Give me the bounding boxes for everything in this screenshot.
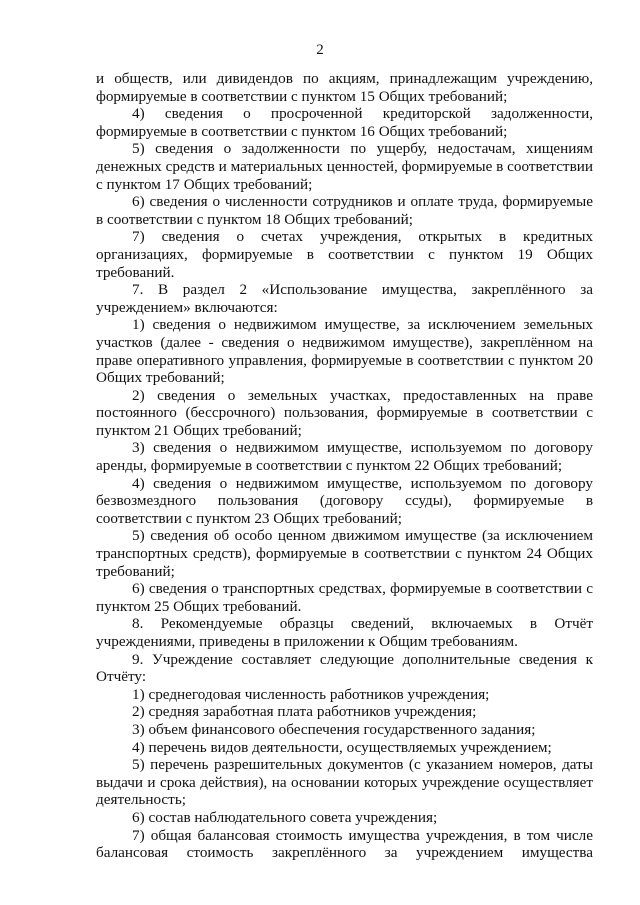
document-body: [96, 70, 593, 862]
paragraph-additional-item-2: 2) средняя заработная плата работников учреждения;: [132, 703, 477, 721]
paragraph-section-9: 9. Учреждение составляет следующие дополнительные сведения к Отчёту:: [96, 650, 593, 686]
paragraph-item-7-accounts: 7) сведения о счетах учреждения, открытых в кредитных организациях, формируемые в соответствии с пунктом 19 Общих требований.: [96, 228, 593, 281]
page-number: 2: [316, 42, 324, 58]
paragraph-property-item-1: 1) сведения о недвижимом имуществе, за исключением земельных участков (далее - сведения о недвижимом имуществе), закреплённом на праве оперативного управления, формируемые в соответствии с пунктом 20 Общих требований;: [96, 316, 593, 387]
paragraph-additional-item-5: 5) перечень разрешительных документов (с указанием номеров, даты выдачи и срока действия), на основании которых учреждение осуществляет деятельность;: [96, 756, 593, 809]
paragraph-additional-item-3: 3) объем финансового обеспечения государственного задания;: [132, 720, 536, 738]
paragraph-property-item-4: 4) сведения о недвижимом имуществе, используемом по договору безвозмездного пользования (договору ссуды), формируемые в соответствии с пунктом 23 Общих требований;: [96, 474, 593, 527]
paragraph-additional-item-7: 7) общая балансовая стоимость имущества учреждения, в том числе балансовая стоимость закреплённого за учреждением имущества: [96, 826, 593, 862]
paragraph-item-5-damage-debt: 5) сведения о задолженности по ущербу, недостачам, хищениям денежных средств и материальных ценностей, формируемые в соответствии с пунктом 17 Общих требований;: [96, 140, 593, 193]
paragraph-item-6-staff: 6) сведения о численности сотрудников и оплате труда, формируемые в соответствии с пунктом 18 Общих требований;: [96, 193, 593, 228]
paragraph-section-7: 7. В раздел 2 «Использование имущества, закреплённого за учреждением» включаются:: [96, 281, 593, 316]
paragraph-additional-item-1: 1) среднегодовая численность работников учреждения;: [132, 685, 490, 703]
paragraph-property-item-5: 5) сведения об особо ценном движимом имуществе (за исключением транспортных средств), формируемые в соответствии с пунктом 24 Общих требований;: [96, 527, 593, 580]
paragraph-additional-item-6: 6) состав наблюдательного совета учреждения;: [132, 808, 438, 826]
paragraph-item-4-overdue-debt: 4) сведения о просроченной кредиторской задолженности, формируемые в соответствии с пунктом 16 Общих требований;: [96, 105, 593, 140]
paragraph-property-item-3: 3) сведения о недвижимом имуществе, используемом по договору аренды, формируемые в соответствии с пунктом 22 Общих требований;: [96, 439, 593, 475]
paragraph-dividends-continuation: и обществ, или дивидендов по акциям, принадлежащим учреждению, формируемые в соответствии с пунктом 15 Общих требований;: [96, 70, 593, 105]
paragraph-section-8: 8. Рекомендуемые образцы сведений, включаемых в Отчёт учреждениями, приведены в приложении к Общим требованиям.: [96, 615, 593, 650]
paragraph-property-item-6: 6) сведения о транспортных средствах, формируемые в соответствии с пунктом 25 Общих требований.: [96, 580, 593, 615]
paragraph-additional-item-4: 4) перечень видов деятельности, осуществляемых учреждением;: [132, 738, 552, 756]
paragraph-property-item-2: 2) сведения о земельных участках, предоставленных на праве постоянного (бессрочного) пользования, формируемые в соответствии с пунктом 21 Общих требований;: [96, 386, 593, 439]
